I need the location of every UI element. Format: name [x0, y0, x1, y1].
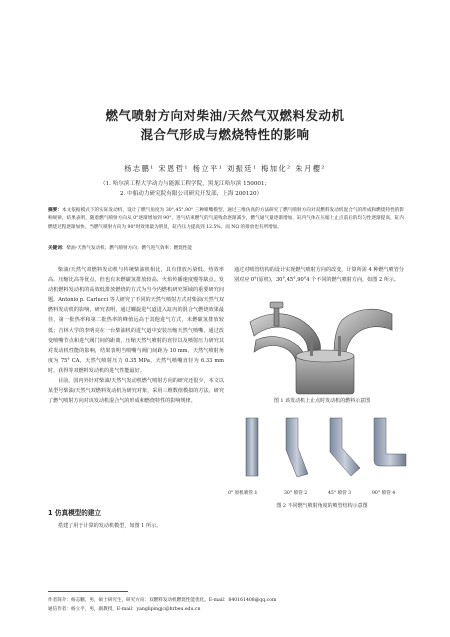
- affiliation-2: 2. 中船动力研究院有限公司研究开发部，上海 200120）: [120, 191, 263, 197]
- right-paragraph: 通过对喷管结构的设计实现燃气喷射方向的改变，计算所需 4 种燃气喷管分别对应 0°(原机)，30°,45°,90°4 个不同的燃气喷射方向，如图 2 所示。: [234, 267, 404, 284]
- body-paragraph-2: 目前，国内外针对柴油/天然气发动机燃气喷射方向的研究还很少，本文以某型号柴油/天然气双燃料发动机为研究对象，采用三维数值模拟的方法，研究了燃气喷射方向对该发动机混合气的形成和燃烧特性的影响规律。: [48, 378, 224, 405]
- keywords-text: 柴油-天然气发动机；燃气喷射方向；燃气进气效率；燃烧性能: [66, 246, 192, 251]
- paper-title-line-2: 混合气形成与燃烧特性的影响: [140, 127, 310, 142]
- affiliation-1: （1. 哈尔滨工程大学动力与能源工程学院，黑龙江哈尔滨 150001；: [100, 181, 271, 187]
- nozzle-45deg: [330, 418, 360, 476]
- abstract: [48, 207, 404, 232]
- nozzle-90deg: [374, 418, 406, 466]
- author-list: 杨志鹏¹ 宋恩哲¹ 杨立平¹ 刘振廷¹ 梅加化² 朱月樱²: [124, 164, 326, 173]
- keywords-label: 关键词：: [48, 246, 67, 251]
- section-heading-1: 1 仿真模型的建立: [48, 509, 102, 517]
- figure-2-caption: 图 2 不同燃气喷射角度的喷管结构示意图: [276, 503, 368, 509]
- footnote-divider: [48, 591, 128, 592]
- figure-1-engine-model: [246, 300, 396, 400]
- nozzle-0deg: [246, 418, 258, 476]
- nozzle-30deg: [286, 418, 308, 477]
- body-paragraph-1: 柴油/天然气双燃料发动机与传统柴油机相比，具有排放污染低、热效率高、压缩比高等优点，但也有未燃碳氢排放较高、火焰传播速度慢等缺点。发动机燃料发动机的高效低排放燃烧的方式为当今内燃机研究领域的重要研究问题。Antonio p. Carlucci 等人研究了不同的天然气喷射方式对柴油/天然气双燃料发动机的影响，研究表明，通过螺旋进气道进入缸内的混合气燃烧效果最佳，第一批热率和第二批热率的峰值远高于其他进气方式，未燃碳氢排放较低；吉林大学的李明亮在一台柴油机的进气道中安装压缩天然气喷嘴，通过改变喷嘴节点和进气阀门间的距离，压缩天然气喷射的直径以及喷射压力研究其对发动机性能的影响，结果表明当喷嘴与阀门间距为 10 mm，天然气喷射角度为 75° CA，天然气喷射压力 0.35 MPa，天然气喷嘴直径为 6.33 mm 时，获得等双燃料发动机的进气性能最好。: [48, 267, 224, 374]
- author-bio: 作者简介：杨志鹏，男，硕士研究生，研究方向：双燃料发动机燃烧性能优化。E-mail：840161408@qq.com: [48, 598, 277, 603]
- section-1-paragraph: 搭建了用于计算的发动机模型，如图 1 所示。: [58, 523, 162, 529]
- figure-2-nozzle-structures: [234, 414, 410, 492]
- section-1-text: [48, 521, 224, 531]
- abstract-label: 摘要：: [48, 208, 62, 213]
- fig2-label-3: 45° 喷管 3: [328, 491, 352, 496]
- figure-1-caption: 图 1 该发动机上止点时发动机的燃料示意图: [273, 398, 371, 404]
- fig2-label-4: 90° 喷管 4: [372, 491, 396, 496]
- paper-title-line-1: 燃气喷射方向对柴油/天然气双燃料发动机: [105, 108, 345, 123]
- left-column: [48, 265, 224, 406]
- fig2-label-1: 0° 原机喷管 1: [228, 491, 258, 496]
- corresponding-author: 通信作者：杨立平，男，副教授，E-mail：yanglipingjc@hrbeu.edu.cn: [48, 607, 201, 612]
- fig2-label-2: 30° 喷管 2: [284, 491, 308, 496]
- abstract-text: 本文依据模式下的实际发动机，设计了燃气角度为 30°,45°,90° 三种喷嘴模型，通过三维仿真的方法研究了燃气喷射方向对双燃料发动机混合气的形成和燃烧特性的影响规律，结果表明，随着燃气喷射方向从 0°逐渐增加到 90°，进气结束燃气的气道残余逐渐减少，燃气通气量逐渐增加，缸内气体在压缩上止点前后的均匀性逐渐提高，缸内燃烧过程逐渐加快，当燃气喷射方向为 90°时效果最为明显，缸内压力提高到 12.5%，而 NO 的排放也有所增加。: [48, 208, 404, 230]
- right-column-text: [234, 265, 404, 285]
- footnote: [48, 596, 408, 614]
- keywords: [48, 245, 404, 253]
